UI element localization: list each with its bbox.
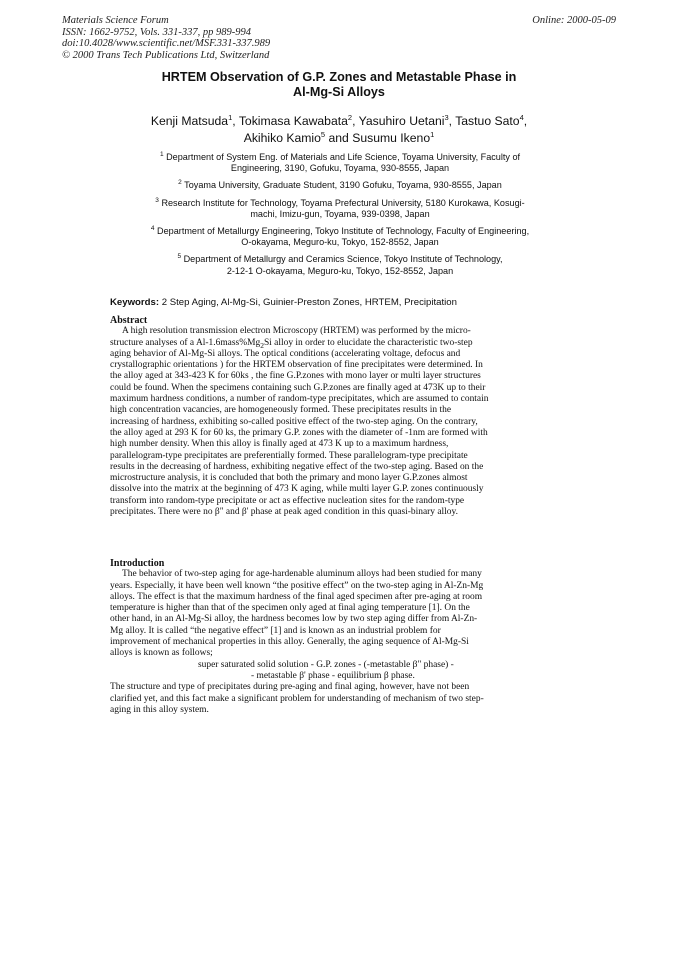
author-name: Tokimasa Kawabata	[238, 114, 348, 128]
abstract-line: increasing of hardness, exhibiting so-called positive effect of the two-step aging. On the contrary,	[110, 416, 478, 427]
affiliation-sup: 5	[177, 253, 182, 261]
abstract-heading: Abstract	[110, 315, 148, 326]
intro-line: temperature is higher than that of the specimen only aged at final aging temperature [1]. On the	[110, 603, 470, 614]
abstract-line	[110, 338, 562, 349]
intro-line: The behavior of two-step aging for age-hardenable aluminum alloys had been studied for many	[122, 569, 482, 580]
intro-line: other hand, in an Al-Mg-Si alloy, the hardness becomes low by two step aging differ from Al-Zn-	[110, 614, 478, 625]
affiliation-list	[115, 152, 565, 283]
formula-subscript: 2	[260, 340, 264, 350]
author-affil-sup: 4	[519, 112, 524, 122]
author-affil-sup: 5	[320, 129, 326, 139]
author-name: Yasuhiro Uetani	[358, 114, 445, 128]
abstract-line: transform into random-type precipitate or act as effective nucleation sites for the random-type	[110, 495, 465, 506]
intro-line: aging in this alloy system.	[110, 704, 209, 715]
author-list: Kenji Matsuda$^1$, Tokimasa Kawabata$^2$, Yasuhiro Uetani$^3$, Tastuo Sato$^4$, Akihiko Kamio$^5$ and Susumu Ikeno$^1$	[150, 112, 528, 145]
author-name: Tastuo Sato	[455, 114, 520, 128]
intro-line: years. Especially, it have been well known “the positive effect” on the two-step aging in Al-Zn-Mg	[110, 580, 484, 591]
intro-line: improvement of mechanical properties in this alloy. Generally, the aging sequence of Al-Mg-Si	[110, 637, 469, 648]
affiliation-line: Toyama University, Graduate Student, 3190 Gofuku, Toyama, 930-8555, Japan	[184, 180, 502, 191]
author-name: Susumu Ikeno	[352, 131, 431, 145]
affiliation-5	[115, 254, 565, 276]
abstract-line: precipitates. There were no β" and β' phase at peak aged condition in this quasi-binary alloy.	[110, 507, 458, 518]
title-line-1: HRTEM Observation of G.P. Zones and Metastable Phase in	[161, 70, 517, 84]
affiliation-line: Engineering, 3190, Gofuku, Toyama, 930-8555, Japan	[230, 163, 450, 174]
affiliation-line: Department of Metallurgy Engineering, Tokyo Institute of Technology, Faculty of Engineering,	[157, 226, 530, 237]
keywords-text: 2 Step Aging, Al-Mg-Si, Guinier-Preston Zones, HRTEM, Precipitation	[159, 297, 457, 308]
author-affil-sup: 2	[347, 112, 353, 122]
author-affil-sup: 1	[228, 112, 233, 122]
abstract-line-part: structure analyses of a Al-1.6mass%Mg	[110, 337, 261, 348]
author-affil-sup: 1	[430, 129, 435, 139]
abstract-line: crystallographic orientations ) for the HRTEM observation of fine precipitates were determined. In	[110, 360, 483, 371]
abstract-section	[110, 315, 562, 518]
doi-line: doi:10.4028/www.scientific.net/MSF.331-337.989	[62, 38, 271, 49]
abstract-line: A high resolution transmission electron Microscopy (HRTEM) was performed by the micro-	[122, 326, 471, 337]
author-name: Kenji Matsuda	[150, 114, 229, 128]
title-line-2: Al-Mg-Si Alloys	[293, 85, 385, 99]
aging-sequence-line-1: super saturated solid solution - G.P. zones - (-metastable β" phase) -	[198, 659, 454, 670]
abstract-line: high number density. When this alloy is finally aged at 473 K up to a maximum hardness,	[110, 439, 449, 450]
affiliation-sup: 1	[159, 150, 164, 158]
keywords-label: Keywords:	[110, 297, 160, 308]
intro-line: Mg alloy. It is called “the negative effect” [1] and is known as an industrial problem for	[110, 625, 441, 636]
abstract-line: results in the decreasing of hardness, exhibiting negative effect of the two-step aging. Based on the	[110, 461, 484, 472]
abstract-line: the alloy aged at 293 K for 60 ks, the primary G.P. zones with the diameter of -1nm are formed with	[110, 427, 488, 438]
issn-line: ISSN: 1662-9752, Vols. 331-337, pp 989-994	[62, 26, 251, 38]
author-affil-sup: 3	[444, 112, 449, 122]
affiliation-2	[115, 180, 565, 191]
affiliation-3	[115, 198, 565, 220]
paper-title	[0, 70, 678, 100]
intro-line: alloys is known as follows;	[110, 648, 213, 659]
abstract-line: could be found. When the specimens containing such G.P.zones are finally aged at 473K up to their	[110, 382, 486, 393]
copyright-line: © 2000 Trans Tech Publications Ltd, Switzerland	[62, 49, 270, 61]
intro-line: alloys. The effect is that the maximum hardness of the final aged specimen after pre-aging at room	[110, 591, 483, 602]
affiliation-4	[115, 226, 565, 248]
affiliation-line: O-okayama, Meguro-ku, Tokyo, 152-8552, Japan	[241, 237, 439, 248]
intro-line: clarified yet, and this fact make a significant problem for understanding of mechanism of two step-	[110, 693, 484, 704]
affiliation-1	[115, 152, 565, 174]
abstract-line: parallelogram-type precipitates are preferentially formed. These parallelogram-type precipitate	[110, 450, 468, 461]
affiliation-line: Department of System Eng. of Materials and Life Science, Toyama University, Faculty of	[166, 152, 521, 162]
affiliation-sup: 3	[155, 196, 159, 204]
intro-line: The structure and type of precipitates during pre-aging and final aging, however, have not been	[110, 682, 470, 693]
online-date: Online: 2000-05-09	[532, 15, 616, 26]
abstract-line: the alloy aged at 343-423 K for 60ks , the fine G.P.zones with mono layer or multi layer structures	[110, 371, 481, 382]
affiliation-sup: 4	[150, 224, 155, 232]
affiliation-line: Research Institute for Technology, Toyama Prefectural University, 5180 Kurokawa, Kosugi-	[161, 197, 525, 208]
affiliation-line: 2-12-1 O-okayama, Meguro-ku, Tokyo, 152-8552, Japan	[226, 265, 454, 276]
abstract-line: microstructure analysis, it is concluded that both the primary and mono layer G.P.zones almost	[110, 473, 468, 484]
abstract-line-part: Si alloy in order to elucidate the characteristic two-step	[263, 337, 473, 348]
abstract-line: aging behavior of Al-Mg-Si alloys. The optical conditions (accelerating voltage, defocus and	[110, 348, 461, 359]
abstract-line: high concentration vacancies, are homogeneously formed. These precipitates results in the	[110, 405, 452, 416]
keywords	[110, 297, 610, 308]
citation-header	[62, 15, 270, 61]
journal-name: Materials Science Forum	[62, 15, 169, 26]
aging-sequence-line-2: - metastable β' phase - equilibrium β phase.	[251, 670, 415, 681]
affiliation-line: machi, Imizu-gun, Toyama, 939-0398, Japan	[250, 208, 430, 219]
introduction-heading: Introduction	[110, 558, 165, 569]
abstract-line: dissolve into the matrix at the beginning of 473 K aging, while multi layer G.P. zones continuously	[110, 484, 484, 495]
abstract-line: maximum hardness conditions, a number of random-type precipitates, which are assumed to contain	[110, 394, 489, 405]
affiliation-line: Department of Metallurgy and Ceramics Science, Tokyo Institute of Technology,	[183, 254, 503, 265]
affiliation-sup: 2	[178, 179, 182, 187]
introduction-section	[110, 558, 562, 716]
author-name: Akihiko Kamio	[243, 131, 321, 145]
